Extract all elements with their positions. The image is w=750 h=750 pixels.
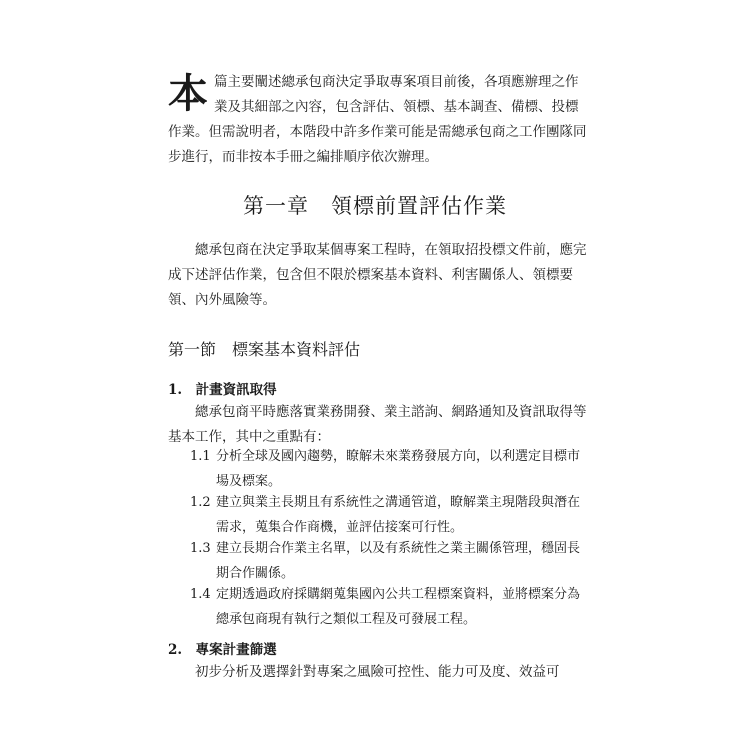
sub-item-number: 1.2 xyxy=(190,495,211,510)
sub-item xyxy=(190,490,588,540)
sub-item-text: 定期透過政府採購網蒐集國內公共工程標案資料，並將標案分為總承包商現有執行之類似工程及可發展工程。 xyxy=(216,587,581,627)
item-heading: 1. 計畫資訊取得 xyxy=(168,382,277,398)
sub-item-number: 1.4 xyxy=(190,587,211,602)
intro-paragraph xyxy=(168,70,588,170)
sub-item-number: 1.1 xyxy=(190,449,211,464)
sub-item-text: 建立與業主長期且有系統性之溝通管道，瞭解業主現階段與潛在需求，蒐集合作商機，並評估接案可行性。 xyxy=(216,495,581,535)
section-title: 第一節 標案基本資料評估 xyxy=(168,340,361,359)
sub-item xyxy=(190,582,588,632)
sub-item-text: 分析全球及國內趨勢，瞭解未來業務發展方向，以利選定目標市場及標案。 xyxy=(216,449,581,489)
chapter-intro-paragraph: 總承包商在決定爭取某個專案工程時，在領取招投標文件前，應完成下述評估作業，包含但不限於標案基本資料、利害關係人、領標要領、內外風險等。 xyxy=(168,242,587,308)
dropcap: 本 xyxy=(168,70,208,117)
sub-item xyxy=(190,444,588,494)
intro-text: 篇主要闡述總承包商決定爭取專案項目前後，各項應辦理之作業及其細部之內容，包含評估、領標、基本調查、備標、投標作業。但需說明者，本階段中許多作業可能是需總承包商之工作團隊同步進行，而非按本手冊之編排順序依次辦理。 xyxy=(168,74,587,165)
sub-item-text: 建立長期合作業主名單，以及有系統性之業主關係管理，穩固長期合作關係。 xyxy=(216,541,581,581)
item-paragraph: 初步分析及選擇針對專案之風險可控性、能力可及度、效益可 xyxy=(195,664,560,680)
item-heading: 2. 專案計畫篩選 xyxy=(168,642,277,658)
item-paragraph: 總承包商平時應落實業務開發、業主諮詢、網路通知及資訊取得等基本工作，其中之重點有： xyxy=(168,404,587,445)
sub-item xyxy=(190,536,588,586)
sub-item-number: 1.3 xyxy=(190,541,211,556)
chapter-title: 第一章 領標前置評估作業 xyxy=(243,194,507,218)
